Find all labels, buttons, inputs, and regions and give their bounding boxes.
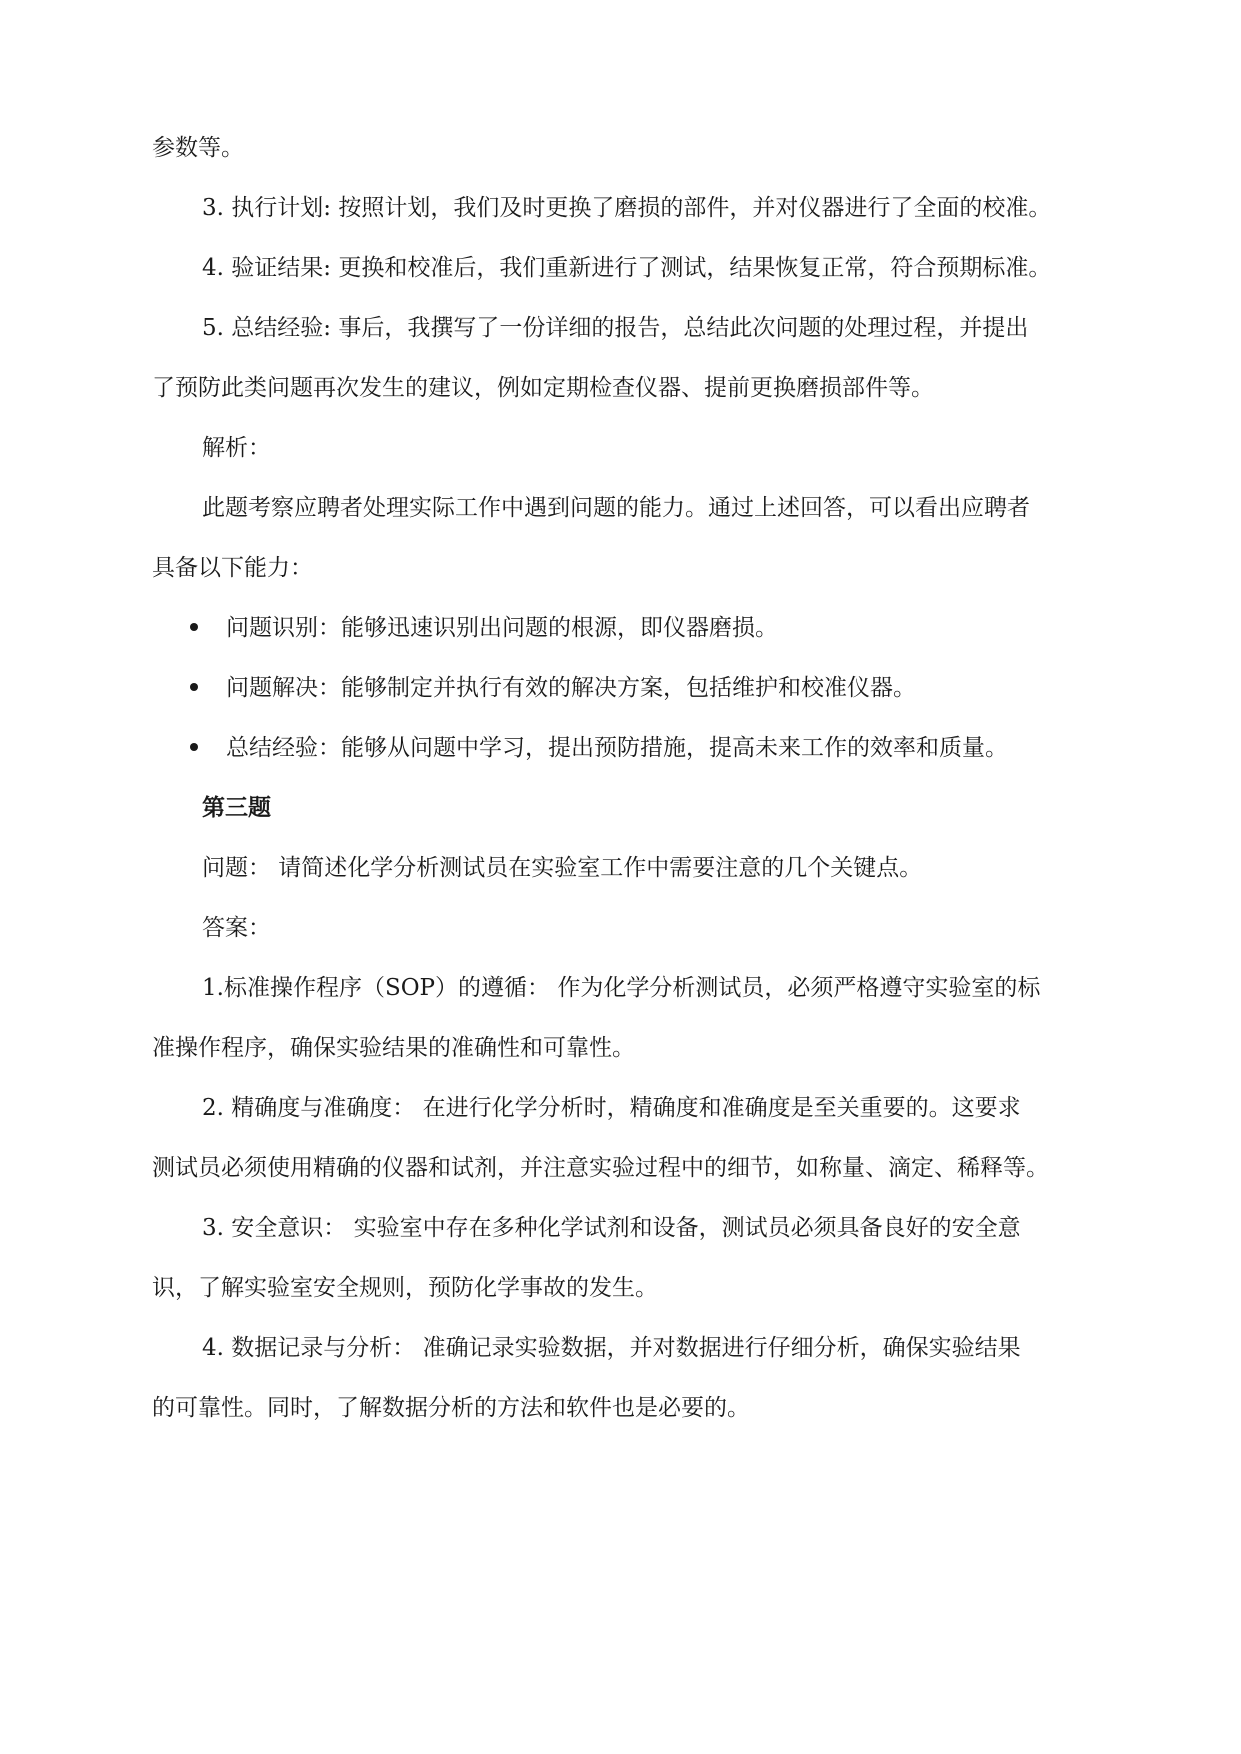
bullet-text: 总结经验：能够从问题中学习，提出预防措施，提高未来工作的效率和质量。 (226, 735, 1008, 761)
bullet-item (190, 612, 1090, 644)
answer-heading: 答案： (202, 915, 271, 941)
bullet-item (190, 672, 1090, 704)
point-2-precision-line-1: 2. 精确度与准确度： 在进行化学分析时，精确度和准确度是至关重要的。这要求 (202, 1095, 1021, 1121)
step-5-summary-line-1: 5. 总结经验: 事后，我撰写了一份详细的报告，总结此次问题的处理过程，并提出 (202, 315, 1029, 341)
point-4-data-line-2: 的可靠性。同时，了解数据分析的方法和软件也是必要的。 (152, 1395, 750, 1421)
point-1-sop-line-1: 1.标准操作程序（SOP）的遵循： 作为化学分析测试员，必须严格遵守实验室的标 (202, 975, 1041, 1001)
point-4-data-line-1: 4. 数据记录与分析： 准确记录实验数据，并对数据进行仔细分析，确保实验结果 (202, 1335, 1021, 1361)
point-3-safety-line-1: 3. 安全意识： 实验室中存在多种化学试剂和设备，测试员必须具备良好的安全意 (202, 1215, 1021, 1241)
bullet-icon (190, 683, 198, 691)
analysis-text-line-2: 具备以下能力： (152, 555, 313, 581)
bullet-icon (190, 743, 198, 751)
point-1-sop-line-2: 准操作程序，确保实验结果的准确性和可靠性。 (152, 1035, 635, 1061)
bullet-text: 问题识别：能够迅速识别出问题的根源，即仪器磨损。 (226, 615, 778, 641)
step-4-verify-result: 4. 验证结果: 更换和校准后，我们重新进行了测试，结果恢复正常，符合预期标准。 (202, 255, 1052, 281)
analysis-heading: 解析： (202, 435, 271, 461)
bullet-item (190, 732, 1090, 764)
step-3-execute-plan: 3. 执行计划: 按照计划，我们及时更换了磨损的部件，并对仪器进行了全面的校准。 (202, 195, 1052, 221)
bullet-text: 问题解决：能够制定并执行有效的解决方案，包括维护和校准仪器。 (226, 675, 916, 701)
point-2-precision-line-2: 测试员必须使用精确的仪器和试剂，并注意实验过程中的细节，如称量、滴定、稀释等。 (152, 1155, 1049, 1181)
paragraph-continuation: 参数等。 (152, 135, 244, 161)
question-text: 问题： 请简述化学分析测试员在实验室工作中需要注意的几个关键点。 (202, 855, 923, 881)
point-3-safety-line-2: 识，了解实验室安全规则，预防化学事故的发生。 (152, 1275, 658, 1301)
step-5-summary-line-2: 了预防此类问题再次发生的建议，例如定期检查仪器、提前更换磨损部件等。 (152, 375, 934, 401)
section-heading-question-3: 第三题 (202, 794, 271, 821)
bullet-icon (190, 623, 198, 631)
analysis-text-line-1: 此题考察应聘者处理实际工作中遇到问题的能力。通过上述回答，可以看出应聘者 (202, 495, 1030, 521)
